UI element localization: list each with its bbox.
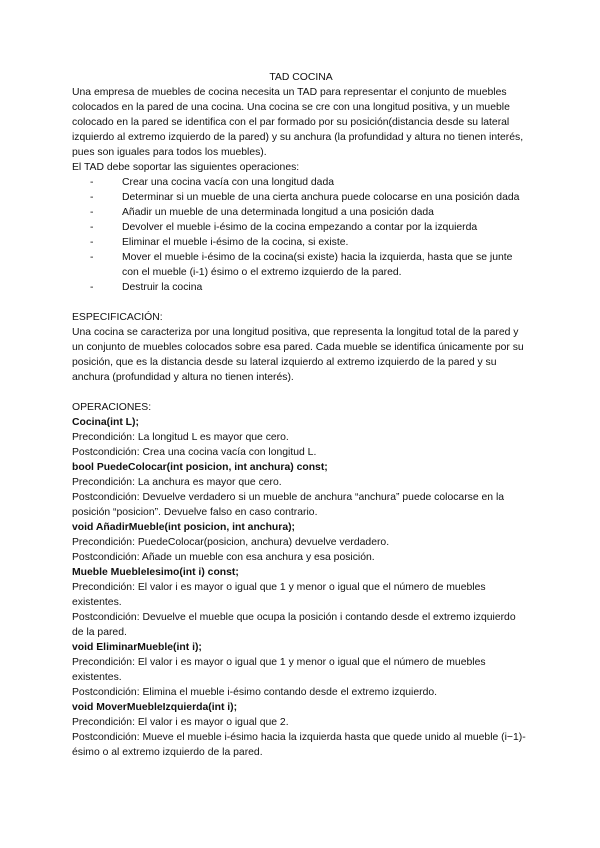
op-precondition: Precondición: El valor i es mayor o igual que 1 y menor o igual que el número de muebles existentes. (72, 657, 486, 683)
op-postcondition: Postcondición: Devuelve el mueble que ocupa la posición i contando desde el extremo izquierdo de la pared. (72, 612, 516, 638)
op-postcondition: Postcondición: Añade un mueble con esa anchura y esa posición. (72, 552, 375, 563)
spacer (72, 295, 530, 310)
operations-list (72, 175, 530, 295)
list-item: - Mover el mueble i-ésimo de la cocina(si existe) hacia la izquierda, hasta que se junte con el mueble (i-1) ésimo o el extremo izquierdo de la pared. (88, 250, 530, 280)
list-item: - Destruir la cocina (88, 280, 530, 295)
document-page (72, 70, 530, 760)
op-postcondition: Postcondición: Elimina el mueble i-ésimo contando desde el extremo izquierdo. (72, 687, 438, 698)
op-postcondition: Postcondición: Devuelve verdadero si un mueble de anchura “anchura” puede colocarse en la posición “posicion”. Devuelve falso en caso contrario. (72, 492, 505, 518)
list-item: - Eliminar el mueble i-ésimo de la cocina, si existe. (88, 235, 530, 250)
op-precondition: Precondición: El valor i es mayor o igual que 1 y menor o igual que el número de muebles existentes. (72, 582, 486, 608)
op-precondition: Precondición: La anchura es mayor que cero. (72, 477, 282, 488)
list-item: - Crear una cocina vacía con una longitud dada (88, 175, 530, 190)
document-title: TAD COCINA (269, 72, 333, 83)
op-signature: Mueble MuebleIesimo(int i) const; (72, 567, 239, 578)
op-precondition: Precondición: La longitud L es mayor que cero. (72, 432, 289, 443)
op-signature: void MoverMuebleIzquierda(int i); (72, 702, 238, 713)
operations-intro: El TAD debe soportar las siguientes operaciones: (72, 162, 300, 173)
op-signature: bool PuedeColocar(int posicion, int anchura) const; (72, 462, 328, 473)
op-signature: void AñadirMueble(int posicion, int anchura); (72, 522, 296, 533)
list-item: - Determinar si un mueble de una cierta anchura puede colocarse en una posición dada (88, 190, 530, 205)
spec-paragraph: Una cocina se caracteriza por una longitud positiva, que representa la longitud total de la pared y un conjunto de muebles colocados sobre esa pared. Cada mueble se identifica únicamente por su posición, que es la distancia desde su lateral izquierdo al extremo izquierdo de la pared y su anchura (profundidad y altura no tienen interés). (72, 327, 524, 383)
op-postcondition: Postcondición: Crea una cocina vacía con longitud L. (72, 447, 317, 458)
intro-paragraph: Una empresa de muebles de cocina necesita un TAD para representar el conjunto de muebles colocados en la pared de una cocina. Una cocina se cre con una longitud positiva, y un mueble colocado en la pared se identifica con el par formado por su posición(distancia desde su lateral izquierdo al extremo izquierdo de la pared) y su anchura (la profundidad y altura no tienen interés, pues son iguales para todos los muebles). (72, 87, 524, 158)
spacer (72, 385, 530, 400)
op-signature: Cocina(int L); (72, 417, 139, 428)
list-item: - Devolver el mueble i-ésimo de la cocina empezando a contar por la izquierda (88, 220, 530, 235)
list-item: - Añadir un mueble de una determinada longitud a una posición dada (88, 205, 530, 220)
op-precondition: Precondición: El valor i es mayor o igual que 2. (72, 717, 289, 728)
op-precondition: Precondición: PuedeColocar(posicion, anchura) devuelve verdadero. (72, 537, 390, 548)
op-postcondition: Postcondición: Mueve el mueble i-ésimo hacia la izquierda hasta que quede unido al mueble (i−1)-ésimo o al extremo izquierdo de la pared. (72, 732, 526, 758)
spec-heading: ESPECIFICACIÓN: (72, 312, 163, 323)
op-signature: void EliminarMueble(int i); (72, 642, 202, 653)
operations-heading: OPERACIONES: (72, 402, 152, 413)
